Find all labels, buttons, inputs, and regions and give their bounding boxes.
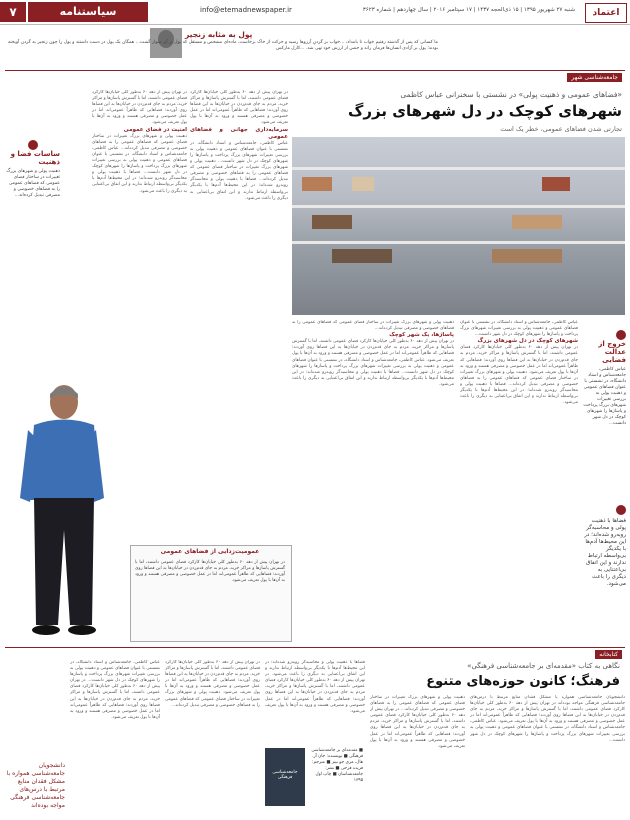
article-suptitle: «فضاهای عمومی و ذهنیت پولی» در نشستی با سخنرانی عباس کاظمی (400, 90, 622, 99)
subhead-2: سرمایه‌داری جهانی و فضاهای عمومی (190, 126, 288, 140)
right-sidebar-quote (582, 505, 626, 588)
page-number: ۷ (0, 2, 26, 22)
right-sidebar (582, 330, 626, 427)
subhead-3: پاساژها، یک شهر کوچک (389, 332, 454, 339)
bottom-suptitle: نگاهی به کتاب «مقدمه‌ای بر جامعه‌شناسی فرهنگی» (467, 662, 620, 670)
highlight-box-title: عمومیت‌زدایی از فضاهای عمومی (160, 548, 260, 555)
article-byline: تجارتی شدن فضاهای عمومی، خطر یک است (500, 125, 622, 133)
subhead-1: شهرهای کوچک در دل شهرهای بزرگ (477, 338, 578, 345)
quote-badge-icon (616, 330, 626, 340)
bottom-column-1: دانشجویان جامعه‌شناسی همواره با مشکل فقدان منابع مرتبط با درس‌های جامعه‌شناسی فرهنگی مواجه بوده‌اند در تهران پیش از دهه ۶۰ به‌طور کلی خیابان‌ها کارکرد فضای عمومی داشتند، اما با گسترش پاساژها و مراکز خرید، مردم به جای قدم‌زدن در خیابان‌ها به این فضاها روی آوردند؛ فضاهایی که ظاهراً عمومی‌اند اما در عمل خصوصی و مصرفی هستند و ورود به آن‌ها با پول تعریف می‌شود. عباس کاظمی، جامعه‌شناس و استاد دانشگاه، در نشستی با عنوان فضاهای عمومی و ذهنیت پولی به بررسی تغییرات شهرهای بزرگ پرداخت و پاساژها را شهرهای کوچک در دل شهر دانست... (470, 695, 625, 743)
section-title: سیاستنامه (28, 2, 148, 22)
bottom-section-label: کتابخانه (595, 650, 622, 659)
mall-photo (292, 137, 625, 315)
bottom-headline: فرهنگ؛ کانون حوزه‌های متنوع (426, 674, 620, 689)
highlight-box-text: در تهران پیش از دهه ۶۰ به‌طور کلی خیابان‌ها کارکرد فضای عمومی داشتند، اما با گسترش پاساژها و مراکز خرید، مردم به جای قدم‌زدن در خیابان‌ها به این فضاها روی آوردند؛ فضاهایی که ظاهراً عمومی‌اند اما در عمل خصوصی و مصرفی هستند و ورود به آن‌ها با پول تعریف می‌شود. (135, 560, 286, 583)
issue-info: شنبه ۲۷ شهریور ۱۳۹۵ | ۱۵ ذی‌الحجه ۱۴۳۷ | ۱۷ سپتامبر ۲۰۱۶ | سال چهاردهم | شماره ۳۶۲۳ (362, 7, 575, 13)
article-headline: شهرهای کوچک در دل شهرهای بزرگ (348, 102, 622, 120)
article-column-1: عباس کاظمی، جامعه‌شناس و استاد دانشگاه، در نشستی با عنوان فضاهای عمومی و ذهنیت پولی به بررسی تغییرات شهرهای بزرگ پرداخت و پاساژها را شهرهای کوچک در دل شهر دانست... شهرهای کوچک در دل شهرهای بزرگ در تهران پیش از دهه ۶۰ به‌طور کلی خیابان‌ها کارکرد فضای عمومی داشتند، اما با گسترش پاساژها و مراکز خرید، مردم به جای قدم‌زدن در خیابان‌ها به این فضاها روی آوردند؛ فضاهایی که ظاهراً عمومی‌اند اما در عمل خصوصی و مصرفی هستند و ورود به آن‌ها با پول تعریف می‌شود. ذهنیت پولی و شهرهای بزرگ تغییرات در ساختار فضای عمومی که فضاهای عمومی را به فضاهای خصوصی و مصرفی تبدیل کرده‌اند... فضاها با ذهنیت پولی و محاسبه‌گر روبه‌رو شده‌اند؛ در این محیط‌ها آدم‌ها با یکدیگر بی‌واسطه ارتباط ندارند و این اتفاق بی‌اعتنایی به دیگری را باعث می‌شود. (460, 320, 578, 406)
right-sidebar-quote-text: فضاها با ذهنیت پولی و محاسبه‌گر روبه‌رو شده‌اند؛ در این محیط‌ها آدم‌ها با یکدیگر بی‌واسطه ارتباط ندارند و این اتفاق بی‌اعتنایی به دیگری را باعث می‌شود. (584, 518, 626, 587)
speaker-photo (12, 380, 112, 642)
quote-title: پول به مثابه زنجیر (185, 30, 253, 39)
quote-badge-icon (616, 505, 626, 515)
article-column-2: ذهنیت پولی و شهرهای بزرگ تغییرات در ساختار فضای عمومی که فضاهای عمومی را به فضاهای خصوصی و مصرفی تبدیل کرده‌اند... پاساژها، یک شهر کوچک در تهران پیش از دهه ۶۰ به‌طور کلی خیابان‌ها کارکرد فضای عمومی داشتند، اما با گسترش پاساژها و مراکز خرید، مردم به جای قدم‌زدن در خیابان‌ها به این فضاها روی آوردند؛ فضاهایی که ظاهراً عمومی‌اند اما در عمل خصوصی و مصرفی هستند و ورود به آن‌ها با پول تعریف می‌شود. عباس کاظمی، جامعه‌شناس و استاد دانشگاه، در نشستی با عنوان فضاهای عمومی و ذهنیت پولی به بررسی تغییرات شهرهای بزرگ پرداخت و پاساژها را شهرهای کوچک در دل شهر دانست... فضاها با ذهنیت پولی و محاسبه‌گر روبه‌رو شده‌اند؛ در این محیط‌ها آدم‌ها با یکدیگر بی‌واسطه ارتباط ندارند و این اتفاق بی‌اعتنایی به دیگری را باعث می‌شود. (292, 320, 454, 387)
subhead-4: امنیت در فضای عمومی (123, 126, 187, 133)
article-column-3: در تهران پیش از دهه ۶۰ به‌طور کلی خیابان‌ها کارکرد فضای عمومی داشتند، اما با گسترش پاساژها و مراکز خرید، مردم به جای قدم‌زدن در خیابان‌ها به این فضاها روی آوردند؛ فضاهایی که ظاهراً عمومی‌اند اما در عمل خصوصی و مصرفی هستند و ورود به آن‌ها با پول تعریف می‌شود. سرمایه‌داری جهانی و فضاهای عمومی عباس کاظمی، جامعه‌شناس و استاد دانشگاه، در نشستی با عنوان فضاهای عمومی و ذهنیت پولی به بررسی تغییرات شهرهای بزرگ پرداخت و پاساژها را شهرهای کوچک در دل شهر دانست... ذهنیت پولی و شهرهای بزرگ تغییرات در ساختار فضای عمومی که فضاهای عمومی را به فضاهای خصوصی و مصرفی تبدیل کرده‌اند... فضاها با ذهنیت پولی و محاسبه‌گر روبه‌رو شده‌اند؛ در این محیط‌ها آدم‌ها با یکدیگر بی‌واسطه ارتباط ندارند و این اتفاق بی‌اعتنایی به دیگری را باعث می‌شود. (190, 90, 288, 201)
book-cover-title: جامعه‌شناسی فرهنگی (272, 770, 298, 780)
right-sidebar-title: خروج از عدالت فضایی (598, 340, 626, 364)
bottom-column-4: در تهران پیش از دهه ۶۰ به‌طور کلی خیابان‌ها کارکرد فضای عمومی داشتند، اما با گسترش پاساژها و مراکز خرید، مردم به جای قدم‌زدن در خیابان‌ها به این فضاها روی آوردند؛ فضاهایی که ظاهراً عمومی‌اند اما در عمل خصوصی و مصرفی هستند و ورود به آن‌ها با پول تعریف می‌شود. ذهنیت پولی و شهرهای بزرگ تغییرات در ساختار فضای عمومی که فضاهای عمومی را به فضاهای خصوصی و مصرفی تبدیل کرده‌اند... (165, 660, 260, 708)
column-text: در تهران پیش از دهه ۶۰ به‌طور کلی خیابان‌ها کارکرد فضای عمومی داشتند، اما با گسترش پاساژها و مراکز خرید، مردم به جای قدم‌زدن در خیابان‌ها به این فضاها روی آوردند؛ فضاهایی که ظاهراً عمومی‌اند اما در عمل خصوصی و مصرفی هستند و ورود به آن‌ها با پول تعریف می‌شود. (190, 90, 288, 126)
left-sidebar (5, 140, 60, 199)
bottom-column-3: فضاها با ذهنیت پولی و محاسبه‌گر روبه‌رو شده‌اند؛ در این محیط‌ها آدم‌ها با یکدیگر بی‌واسطه ارتباط ندارند و این اتفاق بی‌اعتنایی به دیگری را باعث می‌شود. در تهران پیش از دهه ۶۰ به‌طور کلی خیابان‌ها کارکرد فضای عمومی داشتند، اما با گسترش پاساژها و مراکز خرید، مردم به جای قدم‌زدن در خیابان‌ها به این فضاها روی آوردند؛ فضاهایی که ظاهراً عمومی‌اند اما در عمل خصوصی و مصرفی هستند و ورود به آن‌ها با پول تعریف می‌شود. (265, 660, 365, 714)
left-sidebar-text: ذهنیت پولی و شهرهای بزرگ تغییرات در ساختار فضای عمومی که فضاهای عمومی را به فضاهای خصوصی و مصرفی تبدیل کرده‌اند... (6, 169, 60, 198)
article-kicker: جامعه‌شناسی شهر (567, 73, 622, 82)
quote-badge-icon (28, 140, 38, 150)
section-divider (5, 70, 625, 71)
bottom-column-5: عباس کاظمی، جامعه‌شناس و استاد دانشگاه، در نشستی با عنوان فضاهای عمومی و ذهنیت پولی به بررسی تغییرات شهرهای بزرگ پرداخت و پاساژها را شهرهای کوچک در دل شهر دانست... در تهران پیش از دهه ۶۰ به‌طور کلی خیابان‌ها کارکرد فضای عمومی داشتند، اما با گسترش پاساژها و مراکز خرید، مردم به جای قدم‌زدن در خیابان‌ها به این فضاها روی آوردند؛ فضاهایی که ظاهراً عمومی‌اند اما در عمل خصوصی و مصرفی هستند و ورود به آن‌ها با پول تعریف می‌شود. (70, 660, 160, 720)
email-link[interactable]: info@etemadnewspaper.ir (200, 6, 292, 14)
book-info: ■ مقدمه‌ای بر جامعه‌شناسی فرهنگی ■ نویسنده: جان آر. هال، مری جو نیتز ■ مترجم: فریده فرحی ■ نشر: جامعه‌شناسان ■ چاپ اول ۱۳۹۵ (311, 748, 363, 783)
section-divider (5, 647, 625, 648)
newspaper-logo: اعتماد (585, 3, 627, 23)
right-sidebar-text: عباس کاظمی، جامعه‌شناس و استاد دانشگاه، در نشستی با عنوان فضاهای عمومی و ذهنیت پولی به بررسی تغییرات شهرهای بزرگ پرداخت و پاساژها را شهرهای کوچک در دل شهر دانست... (583, 367, 626, 426)
article-column-4: در تهران پیش از دهه ۶۰ به‌طور کلی خیابان‌ها کارکرد فضای عمومی داشتند، اما با گسترش پاساژها و مراکز خرید، مردم به جای قدم‌زدن در خیابان‌ها به این فضاها روی آوردند؛ فضاهایی که ظاهراً عمومی‌اند اما در عمل خصوصی و مصرفی هستند و ورود به آن‌ها با پول تعریف می‌شود. امنیت در فضای عمومی ذهنیت پولی و شهرهای بزرگ تغییرات در ساختار فضای عمومی که فضاهای عمومی را به فضاهای خصوصی و مصرفی تبدیل کرده‌اند... عباس کاظمی، جامعه‌شناس و استاد دانشگاه، در نشستی با عنوان فضاهای عمومی و ذهنیت پولی به بررسی تغییرات شهرهای بزرگ پرداخت و پاساژها را شهرهای کوچک در دل شهر دانست... فضاها با ذهنیت پولی و محاسبه‌گر روبه‌رو شده‌اند؛ در این محیط‌ها آدم‌ها با یکدیگر بی‌واسطه ارتباط ندارند و این اتفاق بی‌اعتنایی به دیگری را باعث می‌شود. (92, 90, 187, 194)
quote-text: ما کسانی که پس از گذشته رفتیم خواب تا بامداد، ...خواب بر گردنِ آرزوها رسید و حرکت از خاک برخاست، ماده‌ای مشخص و مستقل که پول بر آن سوار گشت... همگان یک پول در دست داشتند و پول را چون زنجیر به گردن آویخته بودند؛ پول بر آزادی انسان‌ها فرمان راند و جنس از ارزش خود تهی شد. ...کارل مارکس (8, 40, 438, 51)
bottom-side-quote: دانشجویان جامعه‌شناسی همواره با مشکل فقدان منابع مرتبط با درس‌های جامعه‌شناسی فرهنگی مواجه بوده‌اند (6, 762, 65, 809)
bottom-column-2: ذهنیت پولی و شهرهای بزرگ تغییرات در ساختار فضای عمومی که فضاهای عمومی را به فضاهای خصوصی و مصرفی تبدیل کرده‌اند... در تهران پیش از دهه ۶۰ به‌طور کلی خیابان‌ها کارکرد فضای عمومی داشتند، اما با گسترش پاساژها و مراکز خرید، مردم به جای قدم‌زدن در خیابان‌ها به این فضاها روی آوردند؛ فضاهایی که ظاهراً عمومی‌اند اما در عمل خصوصی و مصرفی هستند و ورود به آن‌ها با پول تعریف می‌شود. (370, 695, 465, 749)
left-sidebar-title: ساسات فضا و ذهنیت (10, 150, 60, 166)
